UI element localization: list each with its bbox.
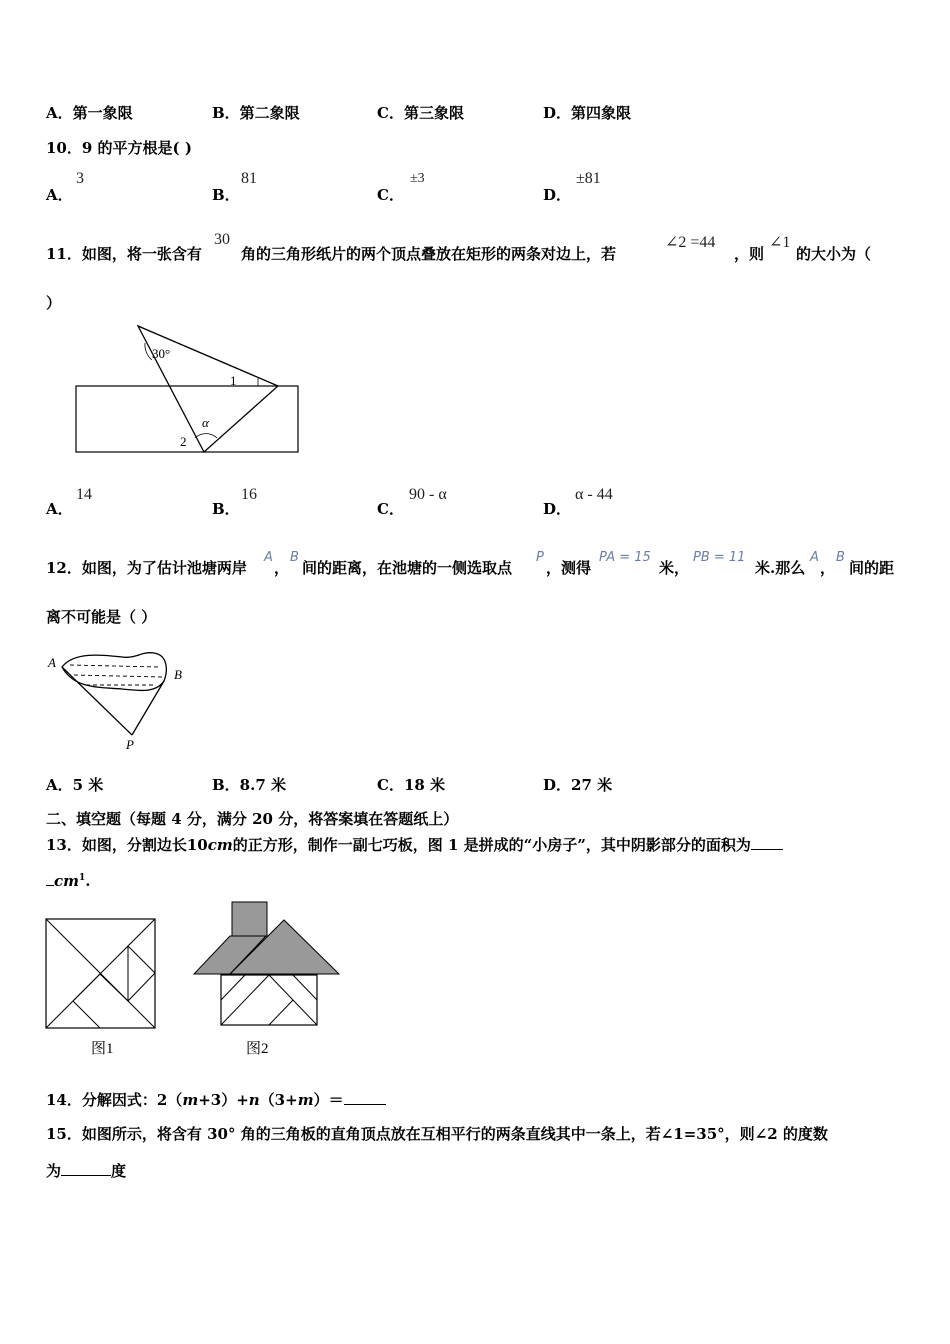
label-alpha: α: [202, 415, 209, 430]
q10-label-d: D．: [543, 186, 572, 204]
q12-stem-part1: 12．如图，为了估计池塘两岸: [46, 559, 247, 577]
segment-pb: [132, 681, 164, 735]
q11-label-d: D．: [543, 500, 572, 518]
q13-figures: [44, 900, 344, 1060]
q10-value-b: 81: [241, 170, 257, 187]
q12-math-pb: PB = 11: [693, 550, 746, 565]
q12-option-d: D．27 米: [543, 776, 613, 794]
label-angle-2: 2: [180, 434, 187, 449]
q11-value-d: α - 44: [575, 486, 613, 503]
angle-alpha-arc: [195, 434, 217, 438]
q10-value-c: ±3: [410, 171, 425, 186]
q11-label-c: C．: [377, 500, 404, 518]
q13-stem: [46, 834, 783, 855]
q9-option-b: B．第二象限: [212, 104, 300, 122]
q13-unit-sup: 1: [79, 873, 86, 883]
q14-part2: +3）+: [198, 1091, 249, 1109]
segment-pa: [62, 667, 132, 735]
q11-value-c: 90 - α: [409, 486, 447, 503]
q11-figure: [70, 320, 310, 460]
q11-value-b: 16: [241, 486, 257, 503]
pond-hatch-2: [74, 675, 162, 677]
q11-stem-part4: 的大小为（: [796, 245, 872, 263]
tangram-house: [194, 902, 339, 1025]
q9-option-a: A．第一象限: [46, 104, 133, 122]
q12-math-b: B: [290, 550, 299, 565]
q10-stem: 10．9 的平方根是( ): [46, 139, 192, 157]
q15-part2: 度: [111, 1162, 127, 1180]
q12-stem-part8: 间的距: [849, 559, 895, 577]
triangle-paper: [138, 326, 278, 452]
q12-option-b: B．8.7 米: [212, 776, 286, 794]
q10-value-d: ±81: [576, 170, 601, 187]
q14-var-m: m: [182, 1091, 199, 1109]
q12-math-a2: A: [810, 550, 819, 565]
q12-figure: [44, 645, 194, 750]
q12-stem-part3: 间的距离，在池塘的一侧选取点: [302, 559, 513, 577]
q14-part4: ）＝: [313, 1091, 344, 1109]
q12-stem-comma2: ，: [820, 559, 836, 577]
point-b-label: B: [174, 667, 182, 682]
figure-2-caption: 图2: [246, 1041, 269, 1057]
label-angle-1: 1: [230, 373, 237, 388]
q14-part3: （3+: [259, 1091, 298, 1109]
tangram-square: [46, 919, 155, 1028]
q14-var-m2: m: [297, 1091, 314, 1109]
q15-stem-line1: 15．如图所示，将含有 30° 角的三角板的直角顶点放在互相平行的两条直线其中一条上，若∠1=35°，则∠2 的度数: [46, 1125, 828, 1143]
pond-hatch-1: [70, 665, 160, 667]
q13-unit-cm: cm: [207, 836, 233, 854]
q11-math-30: 30: [214, 231, 230, 248]
q15-stem-line2: [46, 1160, 126, 1181]
q12-math-pa: PA = 15: [599, 550, 651, 565]
q12-stem-line2: 离不可能是（ ）: [46, 608, 157, 626]
q11-value-a: 14: [76, 486, 92, 503]
q13-stem-line2: [46, 872, 91, 890]
q12-stem-part5: 米，: [659, 559, 690, 577]
q11-label-b: B．: [212, 500, 240, 518]
q13-unit-cm2: cm: [54, 872, 80, 890]
q12-math-b2: B: [836, 550, 845, 565]
q15-part1: 为: [46, 1162, 62, 1180]
q11-stem-part2: 角的三角形纸片的两个顶点叠放在矩形的两条对边上，若: [241, 245, 617, 263]
q13-stem-part1: 13．如图，分割边长: [46, 836, 187, 854]
q14-var-n: n: [248, 1091, 260, 1109]
q12-math-p: P: [536, 550, 544, 565]
q14-stem: [46, 1089, 386, 1110]
q12-stem-comma: ，: [274, 559, 290, 577]
q14-part1: 14．分解因式：2（: [46, 1091, 183, 1109]
section-2-heading: 二、填空题（每题 4 分，满分 20 分，将答案填在答题纸上）: [46, 810, 459, 828]
q11-stem-part3: ，则: [734, 245, 765, 263]
q12-math-a: A: [264, 550, 273, 565]
q9-option-d: D．第四象限: [543, 104, 632, 122]
point-p-label: P: [126, 737, 134, 752]
q13-answer-blank[interactable]: [751, 849, 783, 850]
q10-label-c: C．: [377, 186, 404, 204]
q13-answer-blank-cont[interactable]: [46, 885, 54, 886]
figure-1-caption: 图1: [91, 1041, 114, 1057]
q11-stem-part1: 11．如图，将一张含有: [46, 245, 202, 263]
q12-stem-part6: 米.那么: [755, 559, 806, 577]
q10-value-a: 3: [76, 170, 84, 187]
q12-option-c: C．18 米: [377, 776, 446, 794]
q12-stem-part4: ，测得: [546, 559, 592, 577]
point-a-label: A: [48, 655, 56, 670]
q15-answer-blank[interactable]: [61, 1175, 111, 1176]
q10-label-a: A．: [46, 186, 73, 204]
q14-answer-blank[interactable]: [344, 1104, 386, 1105]
q10-label-b: B．: [212, 186, 240, 204]
label-30-degree: 30°: [152, 346, 171, 361]
q11-math-angle2: ∠2 =44: [665, 234, 716, 251]
q13-stem-part2: 的正方形，制作一副七巧板，图 1 是拼成的“小房子”，其中阴影部分的面积为: [232, 836, 751, 854]
q11-stem-part5: ）: [46, 294, 62, 312]
q13-value-10: 10: [186, 836, 208, 854]
q11-label-a: A．: [46, 500, 73, 518]
q12-option-a: A．5 米: [46, 776, 104, 794]
q13-end: .: [85, 872, 91, 890]
q9-option-c: C．第三象限: [377, 104, 464, 122]
q11-math-angle1: ∠1: [769, 234, 791, 251]
